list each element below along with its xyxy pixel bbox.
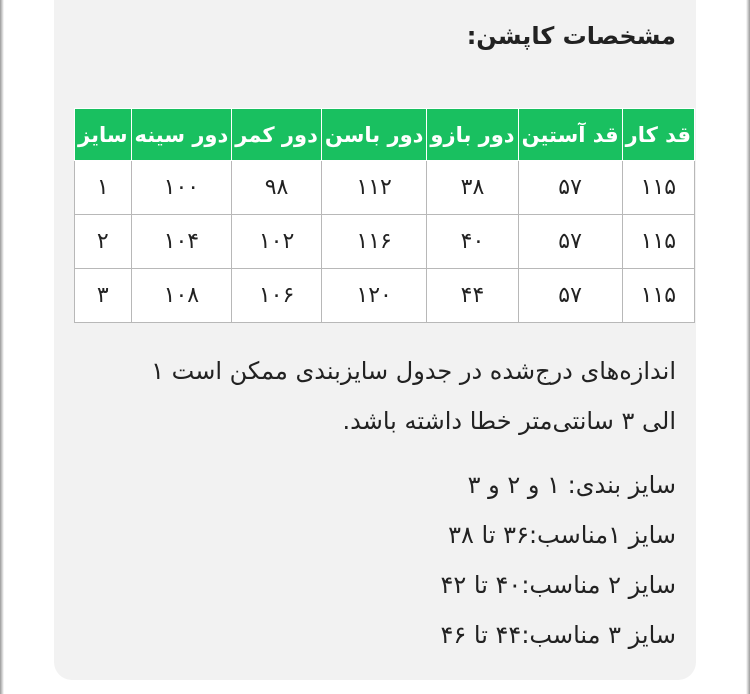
table-cell: ۱۰۴ — [131, 215, 232, 269]
table-header-row — [75, 109, 695, 161]
right-edge-shadow — [746, 0, 750, 694]
tolerance-note-line: اندازه‌های درج‌شده در جدول سایزبندی ممکن است ۱ — [151, 357, 676, 385]
table-row — [75, 161, 695, 215]
tolerance-note — [74, 346, 676, 446]
table-cell: ۴۴ — [427, 269, 518, 323]
table-cell: ۱ — [75, 161, 132, 215]
table-cell: ۹۸ — [232, 161, 322, 215]
table-cell: ۴۰ — [427, 215, 518, 269]
table-cell: ۱۱۵ — [622, 161, 694, 215]
header-hip-circumference: دور باسن — [321, 109, 427, 161]
header-length: قد کار — [622, 109, 694, 161]
header-arm-circumference: دور بازو — [427, 109, 518, 161]
header-chest-circumference: دور سینه — [131, 109, 232, 161]
table-cell: ۱۲۰ — [321, 269, 427, 323]
table-cell: ۵۷ — [518, 215, 622, 269]
table-cell: ۱۰۰ — [131, 161, 232, 215]
table-cell: ۱۱۶ — [321, 215, 427, 269]
table-cell: ۵۷ — [518, 269, 622, 323]
sizing-line: سایز ۱مناسب:۳۶ تا ۳۸ — [448, 521, 676, 549]
size-table — [74, 108, 695, 323]
table-cell: ۱۰۶ — [232, 269, 322, 323]
table-cell: ۲ — [75, 215, 132, 269]
table-cell: ۳ — [75, 269, 132, 323]
sizing-line: سایز ۳ مناسب:۴۴ تا ۴۶ — [440, 621, 676, 649]
table-row — [75, 269, 695, 323]
table-cell: ۱۱۵ — [622, 269, 694, 323]
tolerance-note-line: الی ۳ سانتی‌متر خطا داشته باشد. — [342, 407, 676, 435]
page-title: مشخصات کاپشن: — [466, 22, 676, 50]
sizing-line: سایز ۲ مناسب:۴۰ تا ۴۲ — [440, 571, 676, 599]
table-cell: ۱۰۸ — [131, 269, 232, 323]
table-cell: ۳۸ — [427, 161, 518, 215]
left-edge-shadow — [0, 0, 4, 694]
table-cell: ۱۱۲ — [321, 161, 427, 215]
table-cell: ۵۷ — [518, 161, 622, 215]
header-waist-circumference: دور کمر — [232, 109, 322, 161]
header-sleeve-length: قد آستین — [518, 109, 622, 161]
header-size: سایز — [75, 109, 132, 161]
sizing-line: سایز بندی: ۱ و ۲ و ۳ — [467, 471, 676, 499]
table-cell: ۱۱۵ — [622, 215, 694, 269]
sizing-info — [441, 460, 677, 660]
table-cell: ۱۰۲ — [232, 215, 322, 269]
table-row — [75, 215, 695, 269]
